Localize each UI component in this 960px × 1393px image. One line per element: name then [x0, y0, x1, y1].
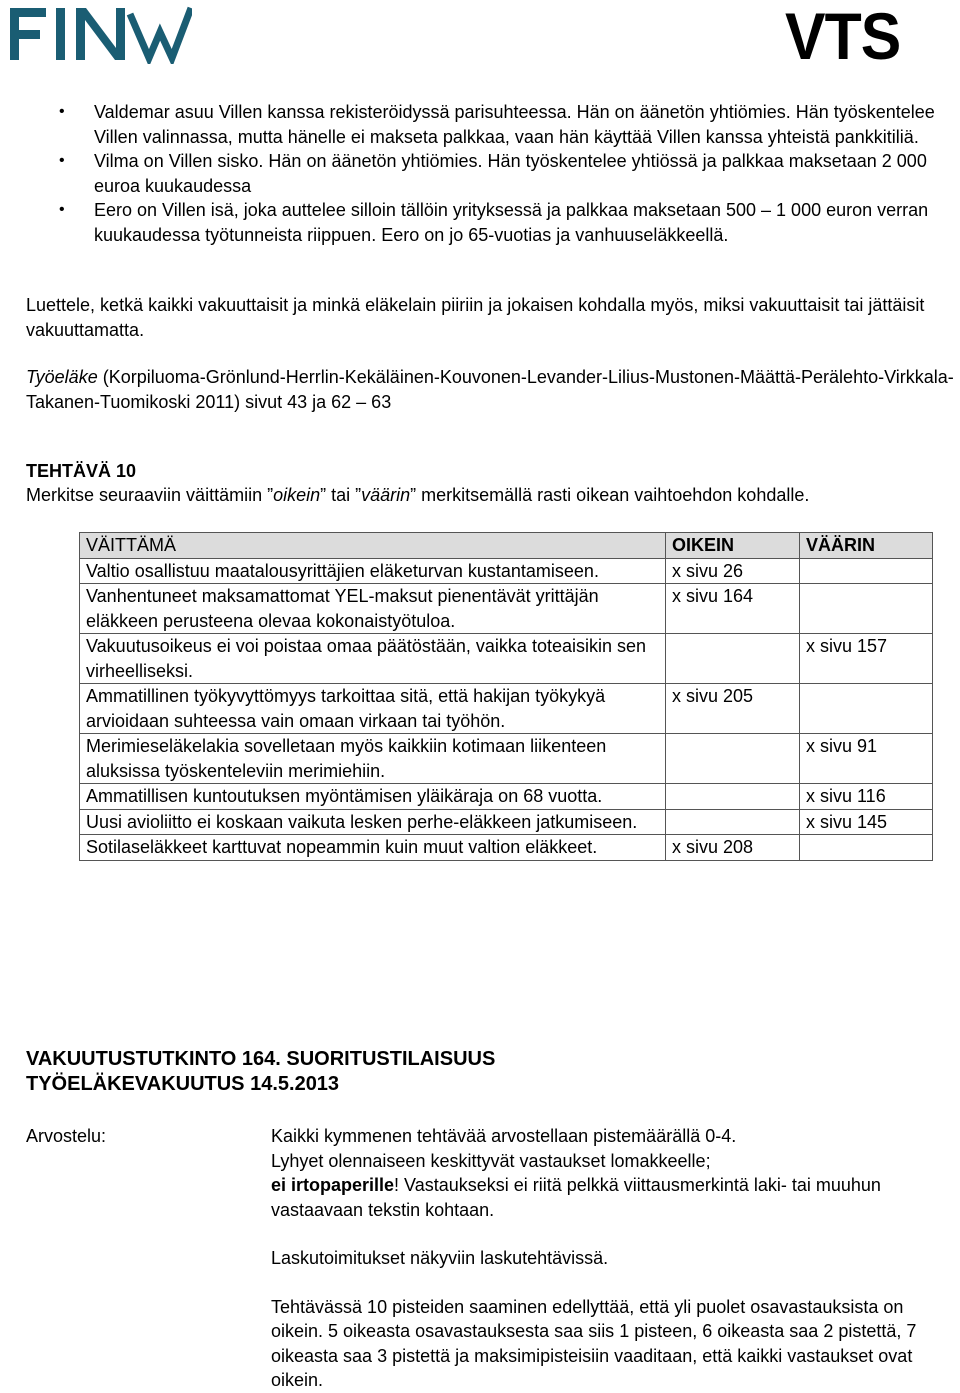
table-row	[80, 835, 933, 861]
exam-title-line2: TYÖELÄKEVAKUUTUS 14.5.2013	[26, 1072, 340, 1095]
header-statement: VÄITTÄMÄ	[80, 533, 666, 559]
evaluation-p1: Kaikki kymmenen tehtävää arvostellaan pistemäärällä 0-4.	[271, 1126, 737, 1146]
reference-title: Työeläke	[26, 367, 98, 387]
false-cell	[800, 584, 933, 634]
table-row	[80, 558, 933, 584]
table-row	[80, 634, 933, 684]
false-cell: x sivu 145	[800, 809, 933, 835]
false-cell: x sivu 157	[800, 634, 933, 684]
statement-cell: Vanhentuneet maksamattomat YEL-maksut pienentävät yrittäjän eläkkeen perusteena olevaa kokonaistyötuloa.	[80, 584, 666, 634]
evaluation-label: Arvostelu:	[26, 1126, 107, 1146]
table-row	[80, 809, 933, 835]
bullet-item: • Eero on Villen isä, joka auttelee silloin tällöin yrityksessä ja palkkaa maksetaan 500 – 1 000 euron verran kuukaudessa työtunneista riippuen. Eero on jo 65-vuotias ja vanhuuseläkkeellä.	[26, 198, 956, 247]
task10-title: TEHTÄVÄ 10	[26, 461, 137, 481]
false-cell: x sivu 91	[800, 734, 933, 784]
false-cell	[800, 684, 933, 734]
exam-title	[26, 1047, 495, 1096]
reference-text	[26, 365, 960, 414]
claims-table	[79, 532, 933, 861]
statement-cell: Valtio osallistuu maatalousyrittäjien eläketurvan kustantamiseen.	[80, 558, 666, 584]
true-cell	[666, 634, 800, 684]
reference-details: (Korpiluoma-Grönlund-Herrlin-Kekäläinen-Kouvonen-Levander-Lilius-Mustonen-Määttä-Perälehto-Virkkala-Takanen-Tuomikoski 2011) sivut 43 ja 62 – 63	[26, 367, 954, 412]
true-cell: x sivu 26	[666, 558, 800, 584]
exam-title-line1: VAKUUTUSTUTKINTO 164. SUORITUSTILAISUUS	[26, 1048, 496, 1070]
case-bullet-list	[26, 100, 956, 247]
bullet-item: • Valdemar asuu Villen kanssa rekisteröidyssä parisuhteessa. Hän on äänetön yhtiömies. Hän työskentelee Villen valinnassa, mutta hänelle ei makseta palkkaa, vaan hän käyttää Villen kanssa yhteistä pankkitiliä.	[26, 100, 956, 149]
evaluation-p3: ei irtopaperille! Vastaukseksi ei riitä pelkkä viittausmerkintä laki- tai muuhun vastaavaan tekstin kohtaan.	[271, 1175, 881, 1220]
table-row	[80, 584, 933, 634]
evaluation-p5: Tehtävässä 10 pisteiden saaminen edellyttää, että yli puolet osavastauksista on oikein. 5 oikeasta osavastauksesta saa siis 1 pisteen, 6 oikeasta saa 2 pistettä, 7 oikeasta saa 3 pistettä ja maksimipisteisiin vaaditaan, että kaikki vastaukset ovat oikein.	[271, 1296, 917, 1390]
header-false: VÄÄRIN	[800, 533, 933, 559]
true-cell	[666, 784, 800, 810]
table-header-row	[80, 533, 933, 559]
statement-cell: Ammatillinen työkyvyttömyys tarkoittaa sitä, että hakijan työkykyä arvioidaan suhteessa vain omaan virkaan tai työhön.	[80, 684, 666, 734]
evaluation-p2: Lyhyet olennaiseen keskittyvät vastaukset lomakkeelle;	[271, 1150, 711, 1171]
false-cell: x sivu 116	[800, 784, 933, 810]
true-cell: x sivu 208	[666, 835, 800, 861]
header-true: OIKEIN	[666, 533, 800, 559]
true-cell	[666, 734, 800, 784]
statement-cell: Vakuutusoikeus ei voi poistaa omaa päätöstään, vaikka toteaisikin sen virheelliseksi.	[80, 634, 666, 684]
true-cell: x sivu 164	[666, 584, 800, 634]
statement-cell: Uusi avioliitto ei koskaan vaikuta lesken perhe-eläkkeen jatkumiseen.	[80, 809, 666, 835]
task10-instructions: Merkitse seuraaviin väittämiin ”oikein” tai ”väärin” merkitsemällä rasti oikean vaihtoehdon kohdalle.	[26, 485, 810, 505]
true-cell: x sivu 205	[666, 684, 800, 734]
evaluation-p4: Laskutoimitukset näkyviin laskutehtävissä.	[271, 1248, 609, 1268]
statement-cell: Ammatillisen kuntoutuksen myöntämisen yläikäraja on 68 vuotta.	[80, 784, 666, 810]
statement-cell: Merimieseläkelakia sovelletaan myös kaikkiin kotimaan liikenteen aluksissa työskenteleviin merimiehiin.	[80, 734, 666, 784]
evaluation-text	[271, 1124, 960, 1393]
finva-logo	[6, 2, 192, 69]
false-cell	[800, 558, 933, 584]
table-row	[80, 734, 933, 784]
false-cell	[800, 835, 933, 861]
true-cell	[666, 809, 800, 835]
bullet-item: • Vilma on Villen sisko. Hän on äänetön yhtiömies. Hän työskentelee yhtiössä ja palkkaa maksetaan 2 000 euroa kuukaudessa	[26, 149, 956, 198]
statement-cell: Sotilaseläkkeet karttuvat nopeammin kuin muut valtion eläkkeet.	[80, 835, 666, 861]
question-text: Luettele, ketkä kaikki vakuuttaisit ja minkä eläkelain piiriin ja jokaisen kohdalla myös, miksi vakuuttaisit tai jättäisit vakuuttamatta.	[26, 295, 925, 340]
vts-logo: VTS	[785, 0, 901, 73]
table-row	[80, 784, 933, 810]
table-row	[80, 684, 933, 734]
